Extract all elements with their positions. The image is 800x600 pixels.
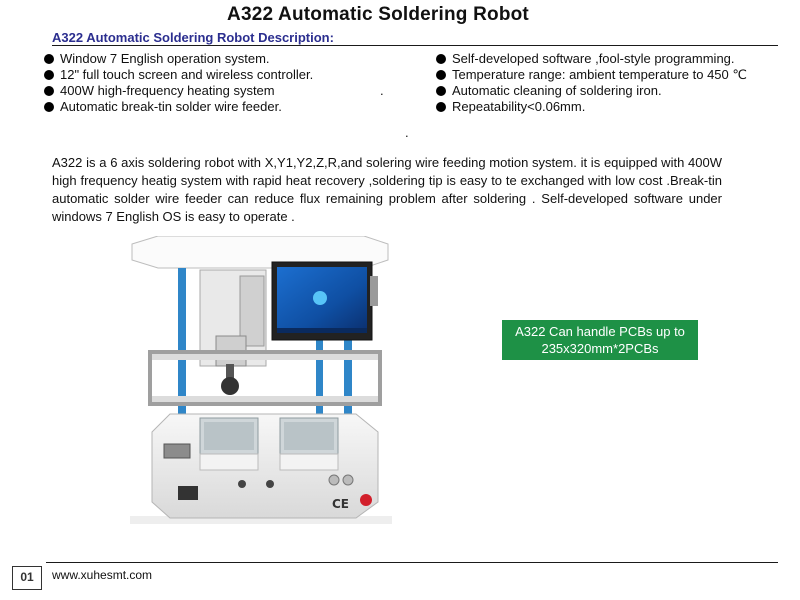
bullet-icon (44, 54, 54, 64)
footer-rule (46, 562, 778, 563)
bullet-icon (436, 86, 446, 96)
capacity-callout: A322 Can handle PCBs up to 235x320mm*2PCBs (502, 320, 698, 360)
bullet-icon (436, 102, 446, 112)
feature-item (44, 99, 282, 114)
soldering-robot-image (130, 236, 392, 526)
feature-text: Window 7 English operation system. (60, 51, 270, 66)
feature-text: Temperature range: ambient temperature to 450 ℃ (452, 67, 747, 82)
website-link[interactable]: www.xuhesmt.com (52, 568, 153, 582)
page-number: 01 (12, 566, 42, 590)
bullet-icon (436, 70, 446, 80)
feature-item (436, 51, 735, 66)
feature-item (436, 67, 747, 83)
feature-text: Repeatability<0.06mm. (452, 99, 586, 114)
feature-text: Automatic break-tin solder wire feeder. (60, 99, 282, 114)
description-paragraph: A322 is a 6 axis soldering robot with X,Y1,Y2,Z,R,and solering wire feeding motion system. it is equipped with 400W high frequency heatig system with rapid heat recovery ,soldering tip is easy to te exchanged with low cost .Break-tin automatic solder wire feeder can reduce flux remaining problem after soldering . Self-developed software under windows 7 English OS is easy to operate . (52, 155, 722, 224)
ce-mark: CE (332, 497, 350, 511)
feature-text: Automatic cleaning of soldering iron. (452, 83, 662, 98)
feature-item (44, 51, 270, 66)
feature-text: Self-developed software ,fool-style programming. (452, 51, 735, 66)
stray-dot: . (380, 83, 384, 98)
feature-item (436, 83, 662, 98)
description-heading: A322 Automatic Soldering Robot Description: (52, 30, 334, 45)
feature-item (44, 83, 275, 98)
stray-dot: . (405, 125, 409, 140)
page-title: A322 Automatic Soldering Robot (227, 4, 529, 25)
bullet-icon (44, 70, 54, 80)
feature-item (44, 67, 313, 82)
header-rule (52, 45, 778, 46)
feature-item (436, 99, 585, 114)
bullet-icon (44, 102, 54, 112)
feature-text: 12" full touch screen and wireless controller. (60, 67, 314, 82)
bullet-icon (44, 86, 54, 96)
feature-text: 400W high-frequency heating system (60, 83, 275, 98)
bullet-icon (436, 54, 446, 64)
